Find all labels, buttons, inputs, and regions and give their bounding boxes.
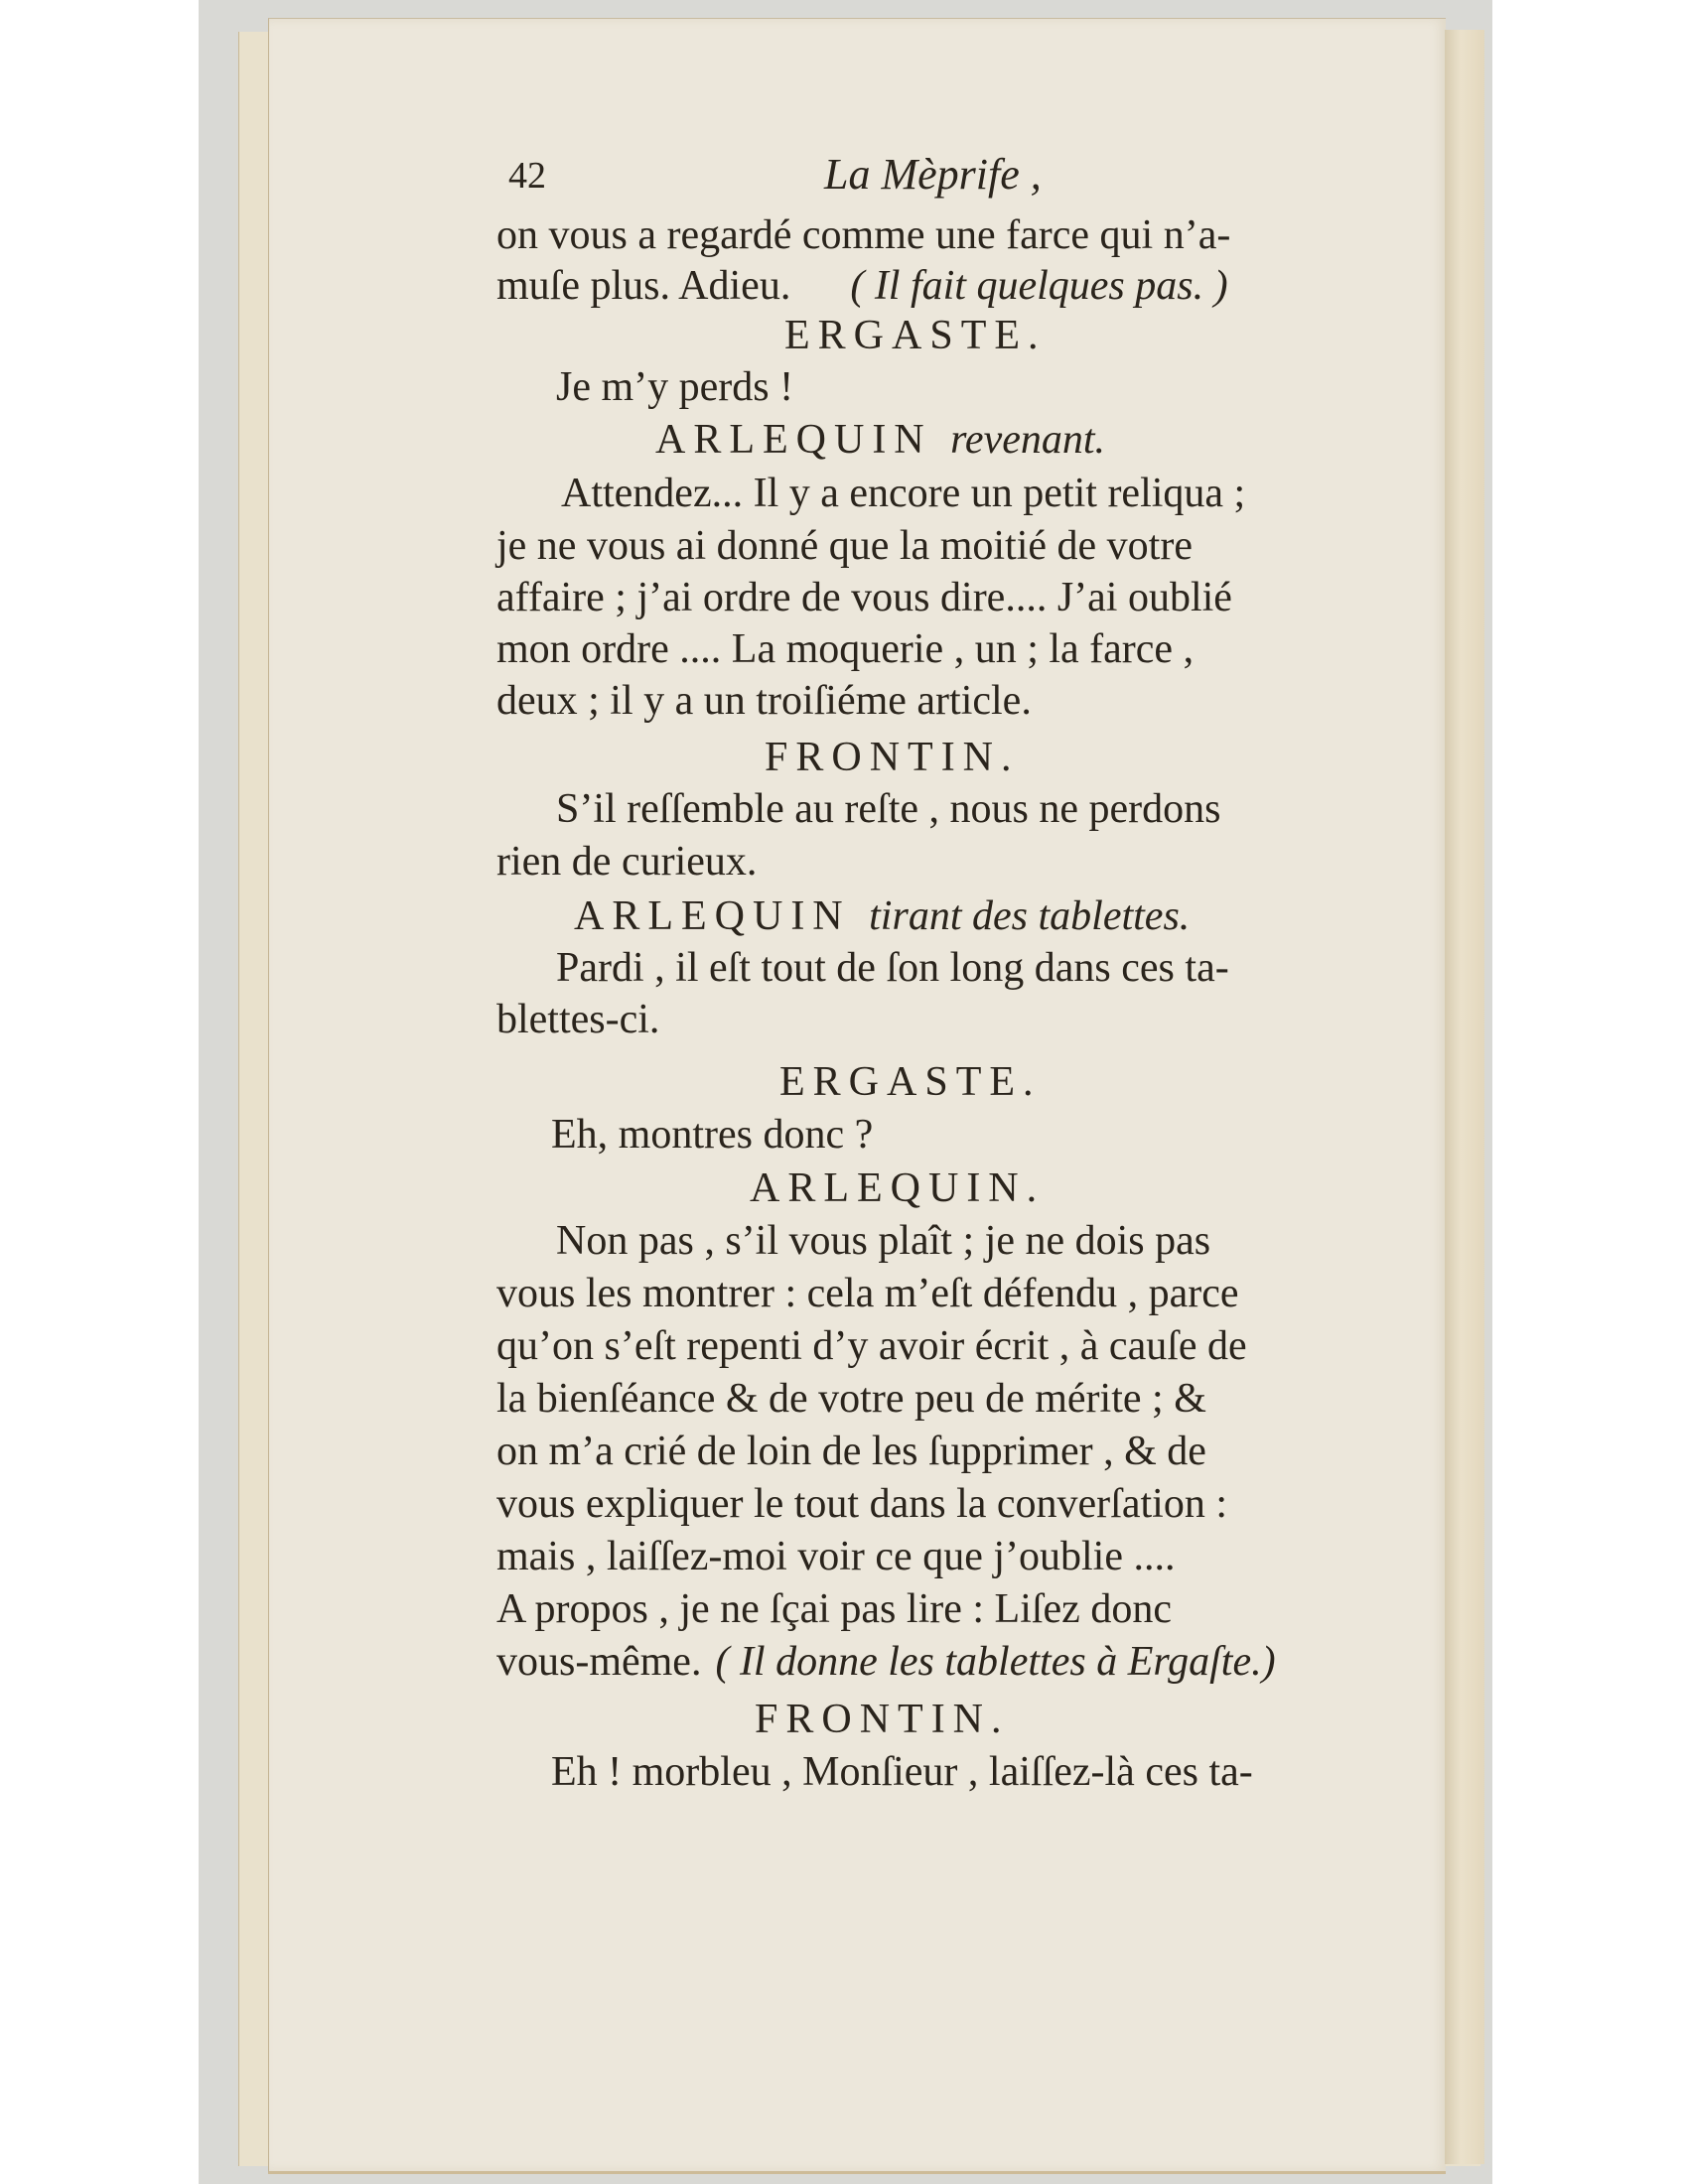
text-line xyxy=(556,362,793,412)
text-line xyxy=(496,261,1228,311)
text-line xyxy=(556,943,1229,993)
text-line xyxy=(496,837,757,887)
text-span: ARLEQUIN xyxy=(574,893,851,939)
speaker-name: ERGASTE. xyxy=(779,1059,1042,1105)
running-head: La Mèprife , xyxy=(824,150,1042,199)
text-span: mon ordre .... La moquerie , un ; la farce , xyxy=(496,626,1195,672)
text-span: vous expliquer le tout dans la converſation : xyxy=(496,1481,1227,1527)
text-line xyxy=(496,1374,1206,1424)
text-span: on m’a crié de loin de les ſupprimer , & de xyxy=(496,1429,1206,1474)
text-span: Pardi , il eſt tout de ſon long dans ces ta- xyxy=(556,945,1229,991)
stage-direction: revenant. xyxy=(950,417,1106,463)
page-number: 42 xyxy=(508,155,546,197)
text-line xyxy=(496,573,1232,622)
text-line xyxy=(561,469,1245,518)
text-span: la bienſéance & de votre peu de mérite ; & xyxy=(496,1376,1206,1422)
text-span: Non pas , s’il vous plaît ; je ne dois pas xyxy=(556,1218,1211,1264)
text-span: Attendez... Il y a encore un petit reliqua ; xyxy=(561,471,1246,516)
speaker-name xyxy=(655,415,1105,465)
text-span: Je m’y perds ! xyxy=(556,364,794,410)
speaker-name xyxy=(574,891,1190,941)
text-span: affaire ; j’ai ordre de vous dire.... J’ai oublié xyxy=(496,575,1232,620)
text-span: A propos , je ne ſçai pas lire : Liſez donc xyxy=(496,1586,1172,1632)
text-span: mais , laiſſez-moi voir ce que j’oublie .... xyxy=(496,1534,1176,1579)
speaker-name: FRONTIN. xyxy=(765,735,1020,780)
text-span: vous-même. xyxy=(496,1639,702,1685)
text-span: vous les montrer : cela m’eſt défendu , parce xyxy=(496,1271,1239,1316)
text-line xyxy=(556,1216,1210,1266)
text-line xyxy=(496,210,1230,260)
stage-direction: ( Il fait quelques pas. ) xyxy=(850,263,1228,309)
text-line xyxy=(496,1269,1239,1318)
speaker-name: FRONTIN. xyxy=(755,1697,1010,1742)
text-line xyxy=(496,676,1032,726)
text-span: rien de curieux. xyxy=(496,839,758,885)
text-span: qu’on s’eſt repenti d’y avoir écrit , à cauſe de xyxy=(496,1323,1247,1369)
text-line xyxy=(496,995,659,1044)
page-fore-edge xyxy=(1445,30,1484,2164)
speaker-name: ERGASTE. xyxy=(784,313,1047,358)
text-line xyxy=(496,1321,1247,1371)
text-line xyxy=(496,1532,1175,1581)
text-line xyxy=(496,1637,1276,1687)
speaker-name: ARLEQUIN. xyxy=(750,1165,1046,1211)
text-line xyxy=(556,784,1220,834)
text-line xyxy=(496,1427,1206,1476)
text-line xyxy=(551,1110,873,1160)
text-span: Eh, montres donc ? xyxy=(551,1112,874,1158)
text-line xyxy=(551,1747,1253,1797)
text-line xyxy=(496,1479,1227,1529)
text-line xyxy=(496,1584,1172,1634)
text-line xyxy=(496,521,1193,571)
stage-direction: tirant des tablettes. xyxy=(869,893,1191,939)
text-span: S’il reſſemble au reſte , nous ne perdons xyxy=(556,786,1221,832)
text-span: muſe plus. Adieu. xyxy=(496,263,791,309)
text-span: blettes-ci. xyxy=(496,997,660,1042)
text-span: deux ; il y a un troiſiéme article. xyxy=(496,678,1032,724)
stage-direction: ( Il donne les tablettes à Ergaſte.) xyxy=(715,1639,1276,1685)
text-span: Eh ! morbleu , Monſieur , laiſſez-là ces ta- xyxy=(551,1749,1253,1795)
text-span: on vous a regardé comme une farce qui n’a- xyxy=(496,212,1231,258)
text-line xyxy=(496,624,1194,674)
text-span: je ne vous ai donné que la moitié de votre xyxy=(496,523,1193,569)
text-span: ARLEQUIN xyxy=(655,417,932,463)
